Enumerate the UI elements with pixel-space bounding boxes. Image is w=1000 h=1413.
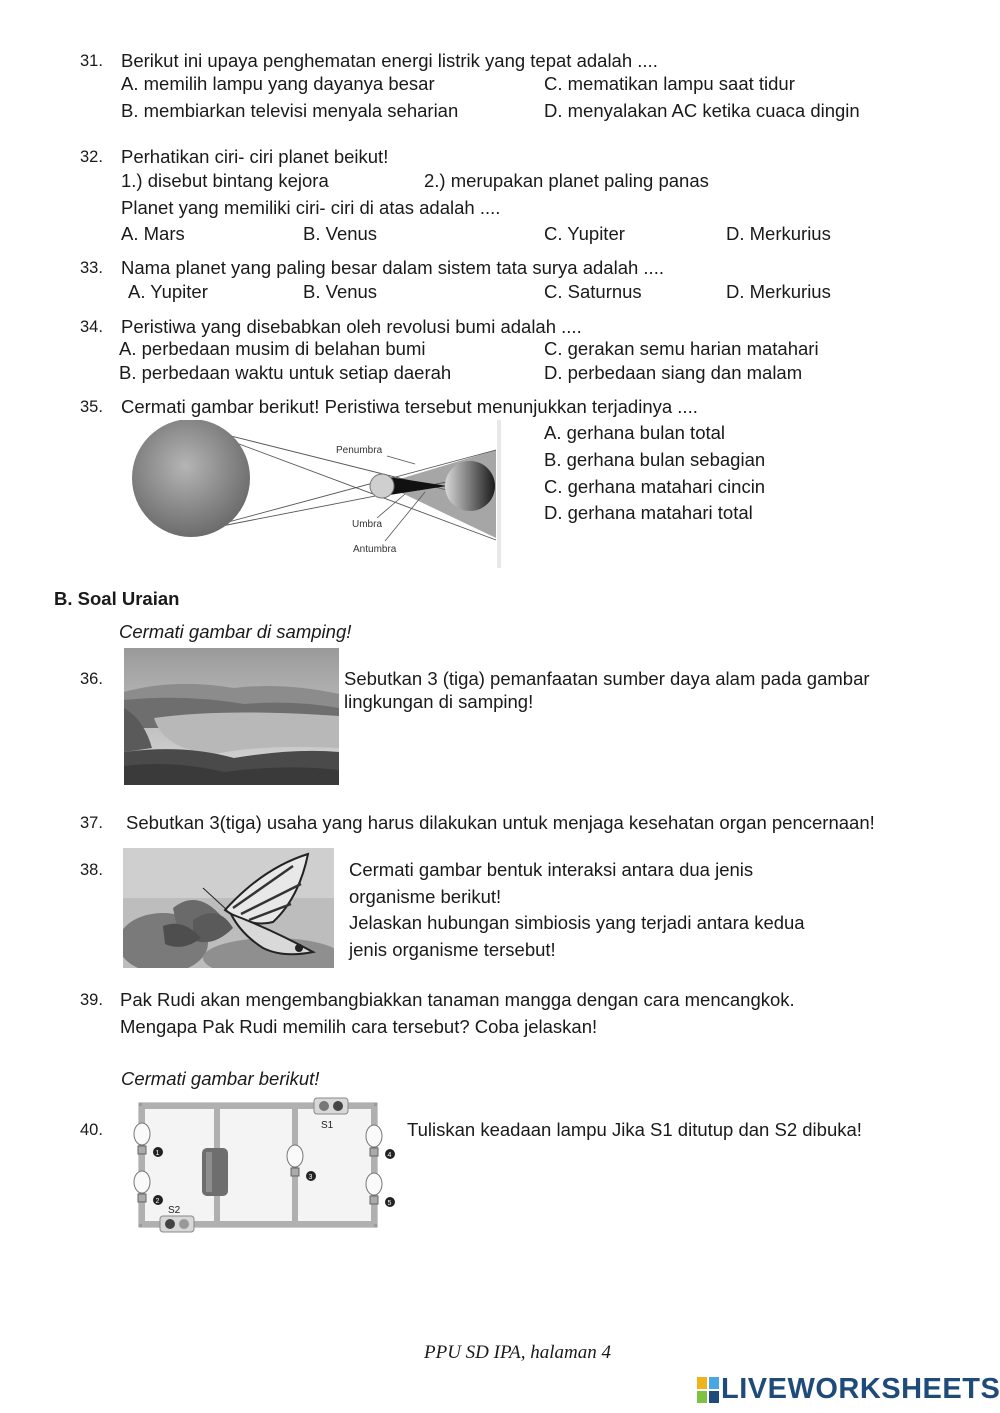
switch-1-label: S1 bbox=[321, 1120, 334, 1131]
q35-option-a: A. gerhana bulan total bbox=[544, 422, 726, 443]
q31-number: 31. bbox=[80, 52, 103, 70]
section-b-instruction: Cermati gambar di samping! bbox=[119, 621, 352, 642]
q32-question: Perhatikan ciri- ciri planet beikut! bbox=[121, 146, 389, 167]
q32-option-d: D. Merkurius bbox=[726, 223, 831, 244]
q39-line-2: Mengapa Pak Rudi memilih cara tersebut? Coba jelaskan! bbox=[120, 1016, 598, 1037]
label-antumbra: Antumbra bbox=[353, 544, 397, 555]
q35-option-b: B. gerhana bulan sebagian bbox=[544, 449, 766, 470]
lamp-1-label: 1 bbox=[155, 1150, 160, 1157]
q32-number: 32. bbox=[80, 148, 103, 166]
q38-line-2: organisme berikut! bbox=[349, 886, 502, 907]
q31-question: Berikut ini upaya penghematan energi listrik yang tepat adalah .... bbox=[121, 50, 658, 71]
q39-number: 39. bbox=[80, 991, 103, 1009]
q32-option-b: B. Venus bbox=[303, 223, 378, 244]
q33-question: Nama planet yang paling besar dalam sistem tata surya adalah .... bbox=[121, 257, 664, 278]
q38-line-1: Cermati gambar bentuk interaksi antara dua jenis bbox=[349, 859, 754, 880]
q34-number: 34. bbox=[80, 318, 103, 336]
q33-number: 33. bbox=[80, 259, 103, 277]
circuit-diagram bbox=[122, 1096, 399, 1238]
lamp-2-label: 2 bbox=[155, 1198, 160, 1205]
eclipse-diagram bbox=[125, 420, 503, 568]
section-b-title: B. Soal Uraian bbox=[54, 588, 180, 609]
q34-question: Peristiwa yang disebabkan oleh revolusi bumi adalah .... bbox=[121, 316, 582, 337]
q35-option-d: D. gerhana matahari total bbox=[544, 502, 753, 523]
lamp-3-label: 3 bbox=[308, 1174, 313, 1181]
q33-option-d: D. Merkurius bbox=[726, 281, 831, 302]
instruction-2: Cermati gambar berikut! bbox=[121, 1068, 320, 1089]
footer-page-label: PPU SD IPA, halaman 4 bbox=[424, 1342, 611, 1363]
q35-option-c: C. gerhana matahari cincin bbox=[544, 476, 766, 497]
q34-option-c: C. gerakan semu harian matahari bbox=[544, 338, 819, 359]
earth-shape bbox=[445, 461, 495, 511]
q32-trait-1: 1.) disebut bintang kejora bbox=[121, 170, 329, 191]
butterfly-flower-photo bbox=[123, 848, 334, 968]
q36-line-2: lingkungan di samping! bbox=[344, 691, 534, 712]
q40-number: 40. bbox=[80, 1121, 103, 1139]
q35-number: 35. bbox=[80, 398, 103, 416]
q33-option-a: A. Yupiter bbox=[128, 281, 208, 302]
q31-option-a: A. memilih lampu yang dayanya besar bbox=[121, 73, 435, 94]
q31-option-d: D. menyalakan AC ketika cuaca dingin bbox=[544, 100, 860, 121]
q32-option-c: C. Yupiter bbox=[544, 223, 625, 244]
liveworksheets-logo-icon bbox=[697, 1377, 719, 1403]
moon-shape bbox=[370, 474, 394, 498]
q34-option-d: D. perbedaan siang dan malam bbox=[544, 362, 803, 383]
lamp-4-label: 4 bbox=[387, 1152, 392, 1159]
q32-trait-2: 2.) merupakan planet paling panas bbox=[424, 170, 709, 191]
q36-line-1: Sebutkan 3 (tiga) pemanfaatan sumber daya alam pada gambar bbox=[344, 668, 870, 689]
lake-landscape-photo bbox=[124, 648, 339, 785]
q36-number: 36. bbox=[80, 670, 103, 688]
q32-option-a: A. Mars bbox=[121, 223, 185, 244]
q31-option-c: C. mematikan lampu saat tidur bbox=[544, 73, 795, 94]
q37-number: 37. bbox=[80, 814, 103, 832]
q31-option-b: B. membiarkan televisi menyala seharian bbox=[121, 100, 459, 121]
liveworksheets-brand[interactable]: LIVEWORKSHEETS bbox=[721, 1373, 1000, 1405]
label-penumbra: Penumbra bbox=[336, 445, 383, 456]
q35-question: Cermati gambar berikut! Peristiwa tersebut menunjukkan terjadinya .... bbox=[121, 396, 698, 417]
q40-question: Tuliskan keadaan lampu Jika S1 ditutup dan S2 dibuka! bbox=[407, 1119, 862, 1140]
q39-line-1: Pak Rudi akan mengembangbiakkan tanaman mangga dengan cara mencangkok. bbox=[120, 989, 795, 1010]
q34-option-b: B. perbedaan waktu untuk setiap daerah bbox=[119, 362, 452, 383]
q38-line-4: jenis organisme tersebut! bbox=[349, 939, 556, 960]
lamp-5-label: 5 bbox=[387, 1200, 392, 1207]
q34-option-a: A. perbedaan musim di belahan bumi bbox=[119, 338, 426, 359]
q38-number: 38. bbox=[80, 861, 103, 879]
sun-shape bbox=[132, 420, 250, 537]
q38-line-3: Jelaskan hubungan simbiosis yang terjadi antara kedua bbox=[349, 912, 805, 933]
switch-2-label: S2 bbox=[168, 1205, 181, 1216]
q33-option-b: B. Venus bbox=[303, 281, 378, 302]
q32-prompt: Planet yang memiliki ciri- ciri di atas adalah .... bbox=[121, 197, 501, 218]
q33-option-c: C. Saturnus bbox=[544, 281, 642, 302]
label-umbra: Umbra bbox=[352, 519, 383, 530]
q37-question: Sebutkan 3(tiga) usaha yang harus dilakukan untuk menjaga kesehatan organ pencernaan! bbox=[126, 812, 875, 833]
